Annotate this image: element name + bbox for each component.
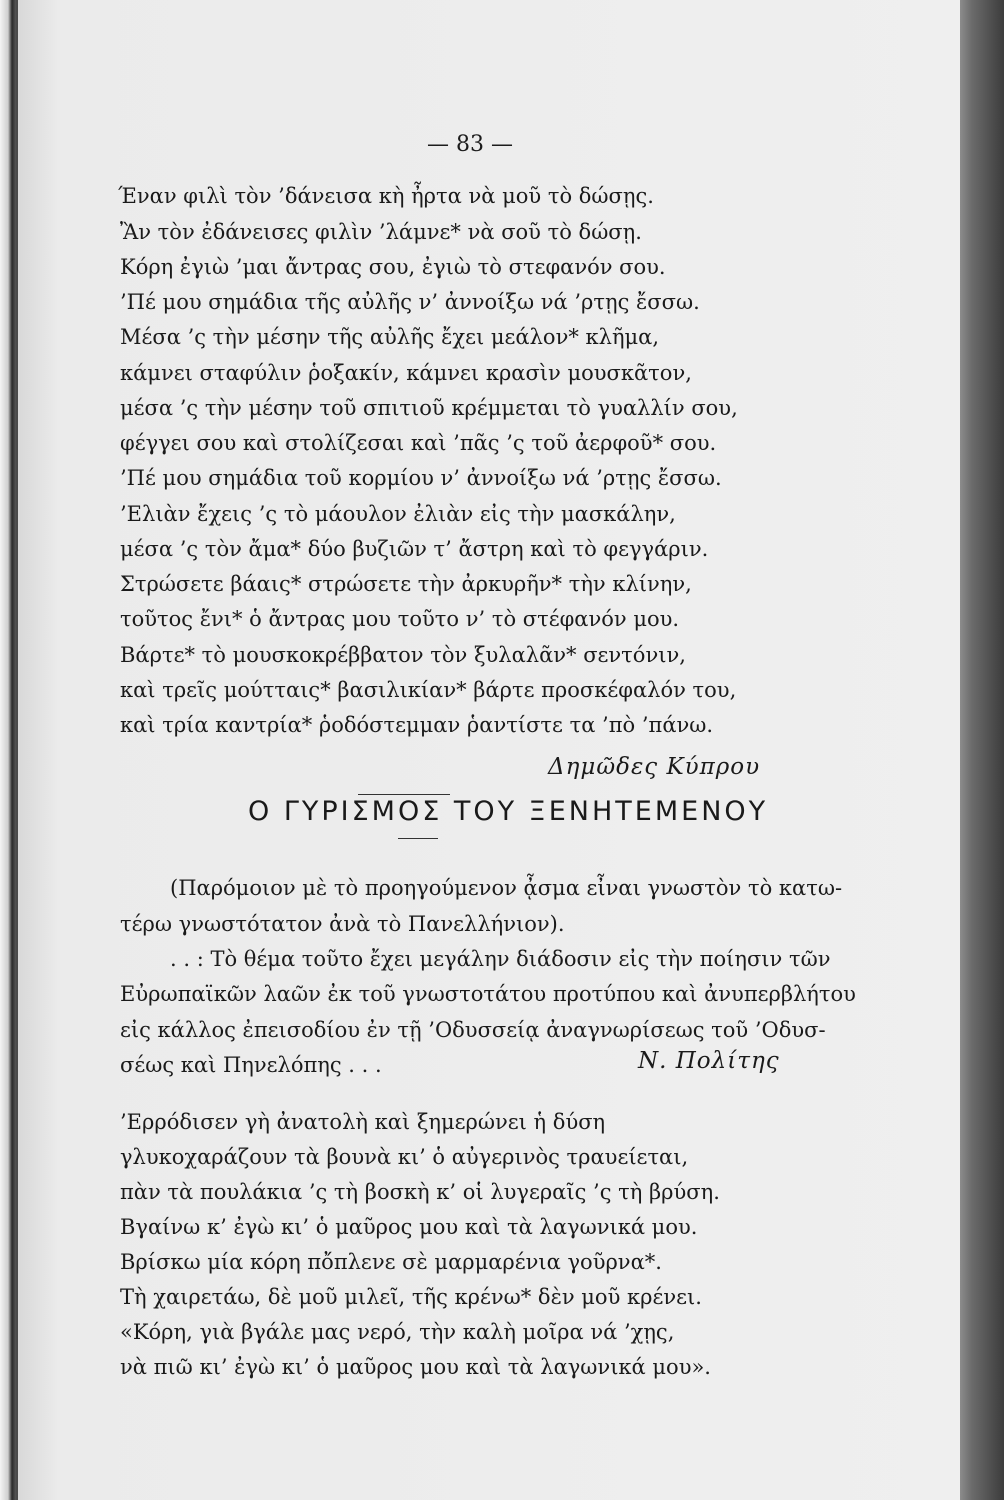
poem1-line: καὶ τρία καντρία* ῥοδόστεμμαν ῥαντίστε τα ’πὸ ’πάνω.	[120, 713, 714, 737]
poem1-line: ’Πέ μου σημάδια τῆς αὐλῆς ν’ ἀννοίξω νά ’ρτῃς ἔσσω.	[120, 290, 700, 314]
heading-underline	[398, 838, 438, 839]
prose-line: Εὐρωπαϊκῶν λαῶν ἐκ τοῦ γνωστοτάτου προτύπου καὶ ἀνυπερβλήτου	[120, 982, 856, 1006]
poem2-line: Βρίσκω μία κόρη πὄπλενε σὲ μαρμαρένια γοῦρνα*.	[120, 1250, 662, 1274]
poem1-line: καὶ τρεῖς μούτταις* βασιλικίαν* βάρτε προσκέφαλόν του,	[120, 678, 737, 702]
poem1-line: ’Πέ μου σημάδια τοῦ κορμίου ν’ ἀννοίξω νά ’ρτῃς ἔσσω.	[120, 466, 722, 490]
poem1-line: φέγγει σου καὶ στολίζεσαι καὶ ’πᾶς ’ς τοῦ ἀερφοῦ* σου.	[120, 431, 717, 455]
poem1-line: Μέσα ’ς τὴν μέσην τῆς αὐλῆς ἔχει μεάλον* κλῆμα,	[120, 325, 660, 349]
poem2-line: ’Ερρόδισεν γὴ ἀνατολὴ καὶ ξημερώνει ἡ δύση	[120, 1110, 606, 1134]
poem1-line: ’Ελιὰν ἔχεις ’ς τὸ μάουλον ἐλιὰν εἰς τὴν μασκάλην,	[120, 502, 676, 526]
poem1-line: Ἂν τὸν ἐδάνεισες φιλὶν ’λάμνε* νὰ σοῦ τὸ δώσῃ.	[120, 220, 642, 244]
poem2-line: νὰ πιῶ κι’ ἐγὼ κι’ ὁ μαῦρος μου καὶ τὰ λαγωνικά μου».	[120, 1355, 711, 1379]
prose-line: (Παρόμοιον μὲ τὸ προηγούμενον ᾆσμα εἶναι γνωστὸν τὸ κατω-	[170, 876, 843, 900]
poem2-line: «Κόρη, γιὰ βγάλε μας νερό, τὴν καλὴ μοῖρα νά ’χῃς,	[120, 1320, 675, 1344]
poem2-line: πὰν τὰ πουλάκια ’ς τὴ βοσκὴ κ’ οἱ λυγεραῖς ’ς τὴ βρύση.	[120, 1180, 720, 1204]
poem1-line: Έναν φιλὶ τὸν ’δάνεισα κὴ ἦρτα νὰ μοῦ τὸ δώσῃς.	[118, 184, 654, 208]
book-spine-gutter	[0, 0, 16, 1500]
prose-line: εἰς κάλλος ἐπεισοδίου ἐν τῇ ’Οδυσσείᾳ ἀναγνωρίσεως τοῦ ’Οδυσ-	[120, 1018, 826, 1042]
poem1-line: Στρώσετε βάαις* στρώσετε τὴν ἀρκυρῆν* τὴν κλίνην,	[120, 572, 692, 596]
poem1-line: τοῦτος ἔνι* ὁ ἄντρας μου τοῦτο ν’ τὸ στέφανόν μου.	[120, 607, 680, 631]
poem1-line: μέσα ’ς τὴν μέσην τοῦ σπιτιοῦ κρέμμεται τὸ γυαλλίν σου,	[120, 396, 738, 420]
prose-line: σέως καὶ Πηνελόπης . . .	[120, 1053, 382, 1077]
poem2-line: γλυκοχαράζουν τὰ βουνὰ κι’ ὁ αὐγερινὸς τραυείεται,	[120, 1145, 689, 1169]
poem2-line: Τὴ χαιρετάω, δὲ μοῦ μιλεῖ, τῆς κρένω* δὲν μοῦ κρένει.	[120, 1285, 702, 1309]
section-heading: Ο ΓΥΡΙΣΜΟΣ ΤΟΥ ΞΕΝΗΤΕΜΕΝΟΥ	[248, 796, 769, 827]
poem1-line: μέσα ’ς τὸν ἄμα* δύο βυζιῶν τ’ ἄστρη καὶ τὸ φεγγάριν.	[120, 537, 709, 561]
prose-line: . . : Τὸ θέμα τοῦτο ἔχει μεγάλην διάδοσιν εἰς τὴν ποίησιν τῶν	[170, 947, 831, 971]
poem1-line: κάμνει σταφύλιν ῥοξακίν, κάμνει κρασὶν μουσκᾶτον,	[120, 361, 692, 385]
prose-line: τέρω γνωστότατον ἀνὰ τὸ Πανελλήνιον).	[120, 912, 565, 936]
page-number: — 83 —	[427, 132, 513, 157]
attribution-cyprus: Δημῶδες Κύπρου	[548, 754, 761, 780]
page-edge-shadow	[960, 0, 1004, 1500]
poem1-line: Βάρτε* τὸ μουσκοκρέββατον τὸν ξυλαλᾶν* σεντόνιν,	[120, 643, 686, 667]
attribution-politis: Ν. Πολίτης	[638, 1048, 780, 1074]
poem2-line: Βγαίνω κ’ ἐγὼ κι’ ὁ μαῦρος μου καὶ τὰ λαγωνικά μου.	[120, 1215, 698, 1239]
separator-rule	[358, 794, 450, 795]
page-paper	[18, 0, 960, 1500]
poem1-line: Κόρη ἐγιὼ ’μαι ἄντρας σου, ἐγιὼ τὸ στεφανόν σου.	[120, 255, 666, 279]
